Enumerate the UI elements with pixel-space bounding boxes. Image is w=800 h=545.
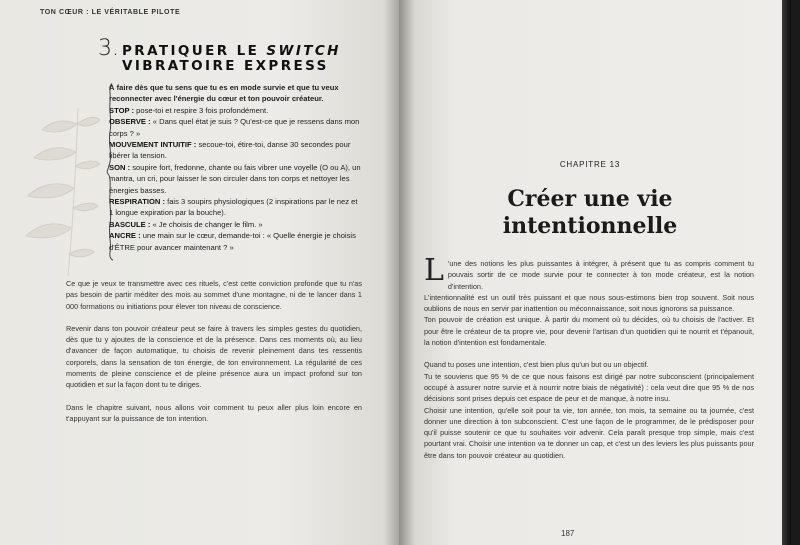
step-label: ANCRE : <box>109 231 141 241</box>
section-title-prefix: PRATIQUER LE <box>122 43 267 59</box>
step-label: MOUVEMENT INTUITIF : <box>109 140 197 150</box>
step-text: soupire fort, fredonne, chante ou fais vibrer une voyelle (O ou A), un mantra, un cri, pour laisser le son circuler dans ton corps et nettoyer les énergies basses. <box>109 162 361 195</box>
leaf-branch-icon <box>18 104 100 279</box>
paragraph: Quand tu poses une intention, c'est bien plus qu'un but ou un objectif. <box>424 360 649 370</box>
section-title-line2: VIBRATOIRE EXPRESS <box>122 58 329 74</box>
running-head: TON CŒUR : LE VÉRITABLE PILOTE <box>40 9 181 16</box>
chapter-title-line2: intentionnelle <box>502 213 678 239</box>
paragraph: Tu te souviens que 95 % de ce que nous faisons est dirigé par notre subconscient (principalement occupé à assurer notre survie et à nourrir notre biais de négativité) : cela veut dire que 95 % de nos décisions sont prises depuis cet espace de peur et de manque, à notre insu. <box>424 371 754 404</box>
paragraph: Dans le chapitre suivant, nous allons voir comment tu peux aller plus loin encore en t'appuyant sur la puissance de ton intention. <box>66 402 362 423</box>
page-number: 187 <box>561 529 575 538</box>
section-title-italic: SWITCH <box>266 43 341 59</box>
exercise-box <box>109 82 361 253</box>
step-ancre <box>109 230 361 253</box>
book-edge <box>782 0 791 545</box>
step-label: STOP : <box>109 105 135 115</box>
chapter-label: CHAPITRE 13 <box>559 160 621 169</box>
paragraph: L'intentionnalité est un outil très puissant et que nous sous-estimons bien trop souvent. Soit nous oublions de nous en servir par inattention ou méconnaissance, soit nous ignorons sa puissance. <box>424 292 754 314</box>
chapter-title <box>430 186 750 240</box>
step-respiration <box>109 196 361 219</box>
paragraph: Ce que je veux te transmettre avec ces rituels, c'est cette conviction profonde que tu n'as pas besoin de partir méditer des mois au sommet d'une montagne, ni de te lancer dans 1 000 formations ou initiations pour élever ton niveau de conscience. <box>66 279 362 311</box>
step-text: fais 3 soupirs physiologiques (2 inspirations par le nez et 1 longue expiration par la bouche). <box>109 197 358 218</box>
section-number: 3. <box>98 36 119 61</box>
left-body-text <box>66 278 362 435</box>
chapter-title-line1: Créer une vie <box>507 186 673 212</box>
step-observe <box>109 116 361 139</box>
step-label: RESPIRATION : <box>109 197 165 207</box>
step-label: BASCULE : <box>109 219 151 229</box>
first-paragraph <box>424 253 754 292</box>
step-label: SON : <box>109 162 131 172</box>
step-text: pose-toi et respire 3 fois profondément. <box>134 105 269 115</box>
right-body-text <box>424 253 754 461</box>
step-son <box>109 162 361 196</box>
step-text: « Je choisis de changer le film. » <box>150 219 263 229</box>
step-label: OBSERVE : <box>109 117 151 127</box>
exercise-intro: À faire dès que tu sens que tu es en mode survie et que tu veux reconnecter avec l'énergie du cœur et ton pouvoir créateur. <box>109 83 339 104</box>
paragraph: Choisir une intention, qu'elle soit pour ta vie, ton année, ton mois, ta semaine ou ta journée, c'est donner une direction à ton subconscient. C'est une façon de le programmer, de le prédisposer pour qu'il puisse soutenir ce que tu souhaites voir advenir. Cela paraît presque trop simple, mais c'est pourtant vrai. Choisir une intention va te donner un cap, et c'est un des leviers les plus puissants pour être dans ton pouvoir créateur au quotidien. <box>424 405 754 460</box>
paragraph: Revenir dans ton pouvoir créateur peut se faire à travers les simples gestes du quotidien, dès que tu y ajoutes de la conscience et de la présence. Dans ces moments où, au lieu d'avancer de façon automatique, tu choisis de revenir pleinement dans tes ressentis corporels, dans la sensation de ton énergie, de ton environnement. La régularité de ces moments de pleine conscience et de pleine présence aura un impact profond sur ton quotidien et sur la façon dont tu te diriges. <box>66 323 362 390</box>
drop-cap: L <box>424 253 444 288</box>
paragraph: Ton pouvoir de création est unique. À partir du moment où tu décides, où tu choisis de l'activer. Et pour être le créateur de ta propre vie, pour devenir l'artisan d'un quotidien qui te nourrit et t'épanouit, la notion d'intention est fondamentale. <box>424 315 754 348</box>
step-bascule <box>109 219 361 230</box>
step-mouvement <box>109 139 361 162</box>
step-text: « Dans quel état je suis ? Qu'est-ce que je ressens dans mon corps ? » <box>109 117 360 138</box>
step-text: secoue-toi, étire-toi, danse 30 secondes pour libérer la tension. <box>109 140 351 161</box>
first-paragraph-text: 'une des notions les plus puissantes à intégrer, à présent que tu as compris comment tu pouvais sortir de ce mode survie pour te connecter à ton mode créateur, est la notion d'intention. <box>447 259 754 291</box>
left-page <box>0 0 399 545</box>
step-text: une main sur le cœur, demande-toi : « Quelle énergie je choisis d'ÊTRE pour avancer maintenant ? » <box>109 231 356 252</box>
step-stop <box>109 105 361 116</box>
section-title <box>122 44 362 74</box>
